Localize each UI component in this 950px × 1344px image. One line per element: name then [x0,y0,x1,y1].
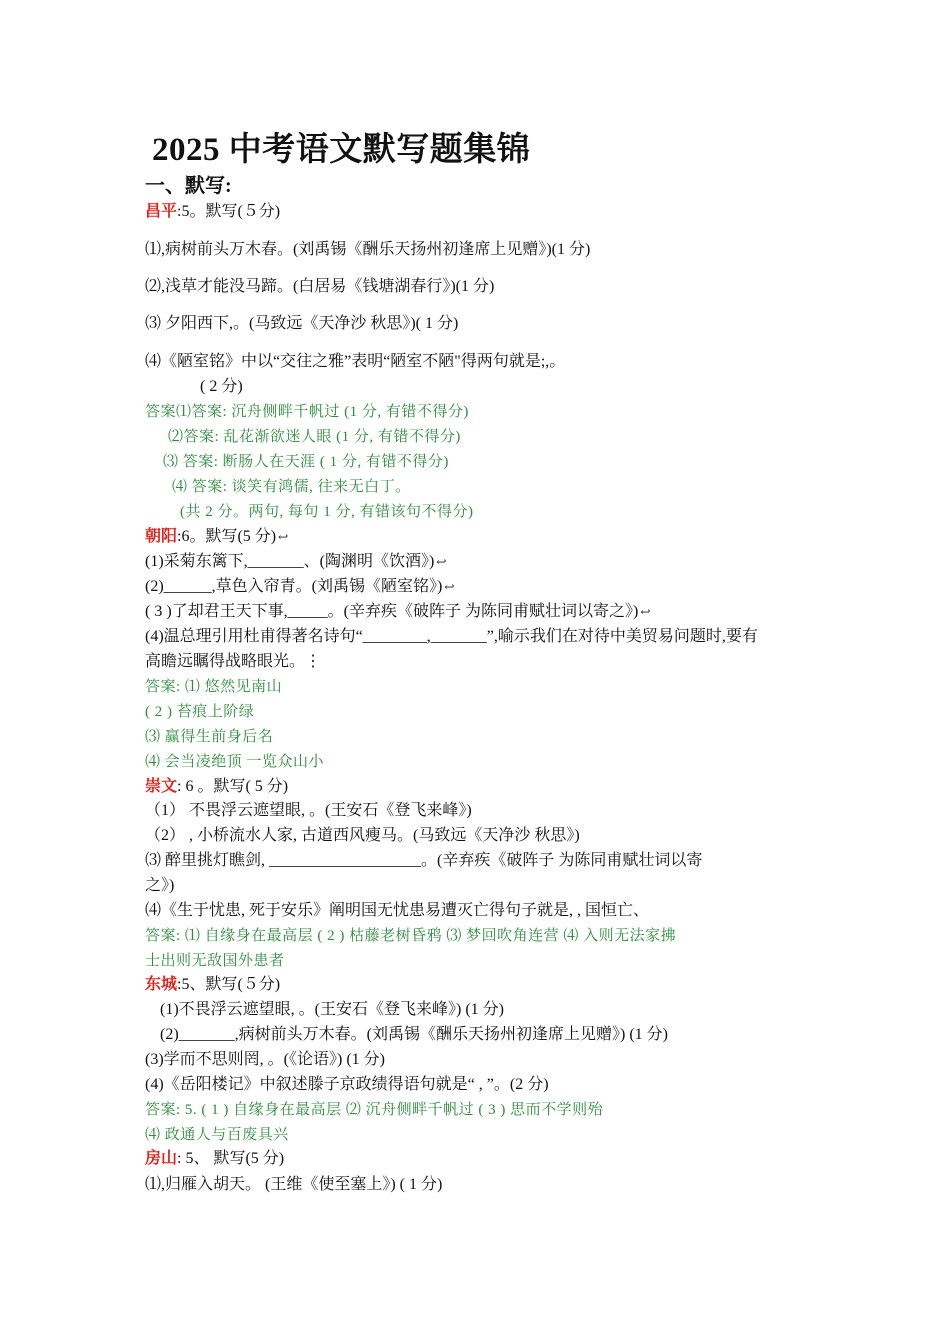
question-line [145,1174,442,1196]
region-heading [145,1148,284,1170]
question-line [145,601,650,623]
line-text: ⑷ 答案: 谈笑有鸿儒, 往来无白丁。 [172,479,411,495]
line-text: ⑵,浅草才能没马蹄。(白居易《钱塘湖春行》)(1 分) [145,278,495,295]
line-text: (1)不畏浮云遮望眼, 。(王安石《登飞来峰》) (1 分) [160,1001,504,1018]
paragraph-mark-icon: ↩ [444,580,455,594]
line-text: :5。默写(５分) [177,203,281,220]
line-text: (2)______,草色入帘青。(刘禹锡《陋室铭》) [145,578,443,595]
answer-line [145,401,469,423]
line-text: (4)温总理引用杜甫得著名诗句“________,_______”,喻示我们在对待中美贸易问题时,要有 [145,628,758,645]
answer-line [145,1099,603,1121]
line-text: (4)《岳阳楼记》中叙述滕子京政绩得语句就是“ , ”。(2 分) [145,1076,549,1093]
question-line [145,1049,385,1071]
question-line [160,1024,668,1046]
region-label: 崇文 [145,778,178,795]
line-text: (3)学而不思则罔, 。(《论语》) (1 分) [145,1051,385,1068]
question-line [145,351,565,373]
answer-line [180,501,474,523]
line-text: ⑷《陋室铭》中以“交往之雅”表明“陋室不陋"得两句就是;,。 [145,353,566,370]
answer-line [145,676,282,698]
line-text: ⑶ 答案: 断肠人在天涯 ( 1 分, 有错不得分) [163,454,449,470]
question-line [145,239,590,261]
region-heading [145,776,288,798]
section-heading: 一、默写: [145,175,232,197]
question-line [145,1074,549,1096]
paragraph-mark-icon: ↩ [640,605,651,619]
answer-line [145,1124,289,1146]
line-text: : 5、 默写(5 分) [177,1150,285,1167]
line-text: ( 2 ) 苔痕上阶绿 [145,704,255,720]
region-label: 东城 [145,976,178,993]
region-heading [145,526,288,548]
line-text: （2） , 小桥流水人家, 古道西风瘦马。(马致远《天净沙 秋思》) [145,827,580,844]
line-text: (1)采菊东篱下,_______、(陶渊明《饮酒》) [145,553,435,570]
line-text: :5、默写(５分) [177,976,281,993]
line-text: (共 2 分。两句, 每句 1 分, 有错该句不得分) [180,504,474,520]
question-line [145,875,174,897]
question-line [145,276,494,298]
paragraph-mark-icon: ↩ [278,530,289,544]
question-line [145,576,454,598]
line-text: ⑴,归雁入胡天。 (王维《使至塞上》) ( 1 分) [145,1176,443,1193]
question-line [145,800,472,822]
line-text: ⑶ 夕阳西下,。(马致远《天净沙 秋思》)( 1 分) [145,315,459,332]
line-text: : 6 。默写( 5 分) [177,778,289,795]
answer-line [145,726,273,748]
line-text: :6。默写(5 分) [177,528,277,545]
answer-line [145,950,285,972]
answer-line [168,426,461,448]
region-heading [145,974,280,996]
document-title: 2025 中考语文默写题集锦 [152,132,531,168]
question-line [145,850,702,872]
line-text: 答案: ⑴ 自缘身在最高层 ( 2 ) 枯藤老树昏鸦 ⑶ 梦回吹角连营 ⑷ 入则无法家拂 [145,928,677,944]
question-line [160,999,504,1021]
line-text: 士出则无敌国外患者 [145,953,285,969]
region-label: 昌平 [145,203,178,220]
line-text: ⑷ 会当凌绝顶 一览众山小 [145,754,325,770]
answer-line [145,751,324,773]
line-text: ( 3 )了却君王天下事,_____。(辛弃疾《破阵子 为陈同甫赋壮词以寄之》) [145,603,639,620]
question-line [145,626,758,648]
paragraph-mark-icon: ↩ [436,555,447,569]
region-heading [145,201,280,223]
region-label: 朝阳 [145,528,178,545]
question-line [145,900,649,922]
line-text: ⑶ 赢得生前身后名 [145,729,274,745]
line-text: 答案: ⑴ 悠然见南山 [145,679,283,695]
answer-line [145,925,676,947]
line-text: ⑷ 政通人与百废具兴 [145,1127,289,1143]
question-line [145,651,321,673]
answer-line [145,701,254,723]
line-text: 答案: 5. ( 1 ) 自缘身在最高层 ⑵ 沉舟侧畔千帆过 ( 3 ) 思而不学则殆 [145,1102,604,1118]
line-text: 高瞻远瞩得战略眼光。⋮ [145,653,322,670]
line-text: ⑶ 醉里挑灯瞧剑, ___________________。(辛弃疾《破阵子 为陈同甫赋壮词以寄 [145,852,703,869]
line-text: ⑷《生于忧患, 死于安乐》阐明国无忧患易遭灭亡得句子就是, , 国恒亡、 [145,902,650,919]
region-label: 房山 [145,1150,178,1167]
line-text: ⑴,病树前头万木春。(刘禹锡《酬乐天扬州初逢席上见赠》)(1 分) [145,241,591,258]
answer-line [163,451,449,473]
line-text: ( 2 分) [200,378,243,395]
question-line [200,376,243,398]
line-text: （1） 不畏浮云遮望眼, 。(王安石《登飞来峰》) [145,802,472,819]
line-text: 答案⑴答案: 沉舟侧畔千帆过 (1 分, 有错不得分) [145,404,469,420]
answer-line [172,476,411,498]
question-line [145,825,580,847]
line-text: 之》) [145,877,175,894]
line-text: (2)_______,病树前头万木春。(刘禹锡《酬乐天扬州初逢席上见赠》) (1 分) [160,1026,668,1043]
question-line [145,313,458,335]
line-text: ⑵答案: 乱花渐欲迷人眼 (1 分, 有错不得分) [168,429,461,445]
question-line [145,551,446,573]
